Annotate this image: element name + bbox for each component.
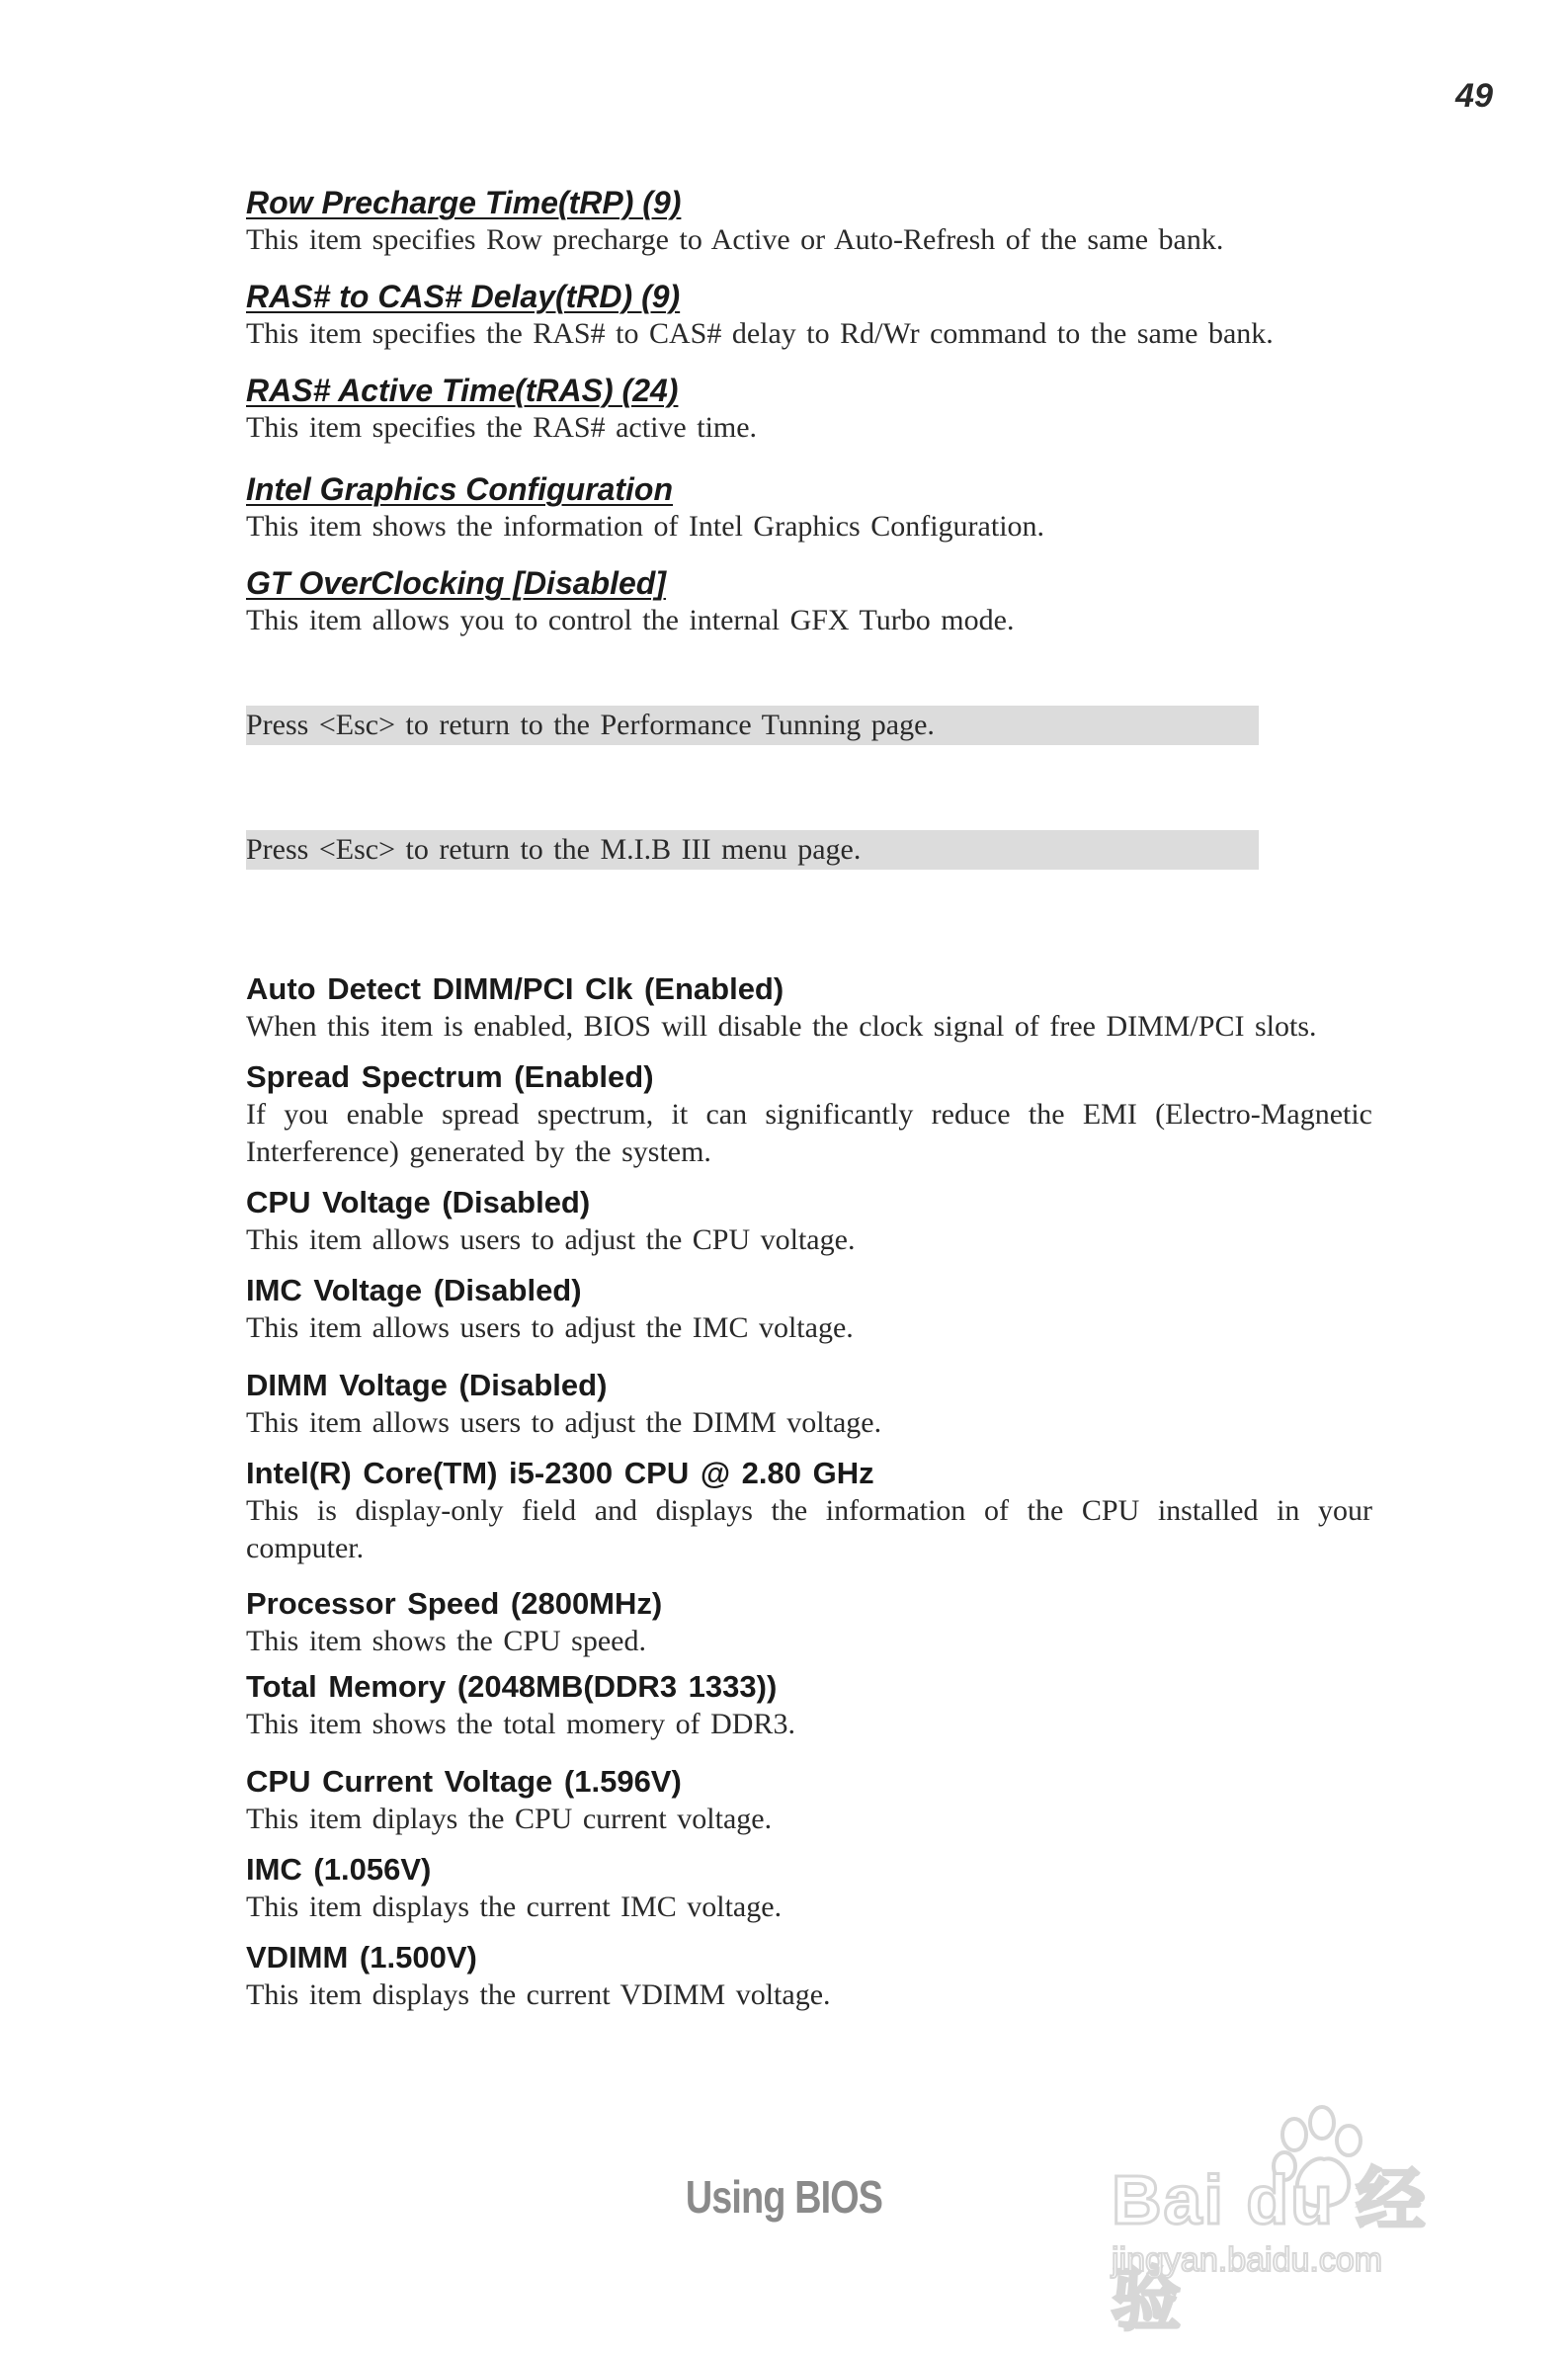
baidu-watermark bbox=[1097, 2105, 1492, 2338]
item-description: This item shows the total momery of DDR3. bbox=[246, 1708, 795, 1740]
section-gt-overclocking bbox=[246, 564, 1372, 639]
page-content bbox=[246, 184, 1372, 2027]
item-description: This item allows users to adjust the DIMM voltage. bbox=[246, 1406, 882, 1439]
item-title: CPU Voltage (Disabled) bbox=[246, 1185, 591, 1219]
item-title: Intel(R) Core(TM) i5-2300 CPU @ 2.80 GHz bbox=[246, 1456, 874, 1490]
item-description: If you enable spread spectrum, it can significantly reduce the EMI (Electro-Magnetic Interference) generated by the system. bbox=[246, 1098, 1372, 1168]
settings-list bbox=[246, 970, 1372, 2014]
section-description: This item specifies Row precharge to Active or Auto-Refresh of the same bank. bbox=[246, 223, 1224, 256]
item-title: VDIMM (1.500V) bbox=[246, 1940, 477, 1975]
watermark-brand: Bai du 经验 bbox=[1112, 2161, 1428, 2338]
esc-note-mib: Press <Esc> to return to the M.I.B III menu page. bbox=[246, 830, 1259, 870]
item-title: IMC (1.056V) bbox=[246, 1852, 432, 1887]
list-item bbox=[246, 1058, 1372, 1171]
item-title: CPU Current Voltage (1.596V) bbox=[246, 1764, 682, 1799]
section-title: RAS# to CAS# Delay(tRD) (9) bbox=[246, 279, 681, 314]
list-item bbox=[246, 1585, 1372, 1660]
section-title: Intel Graphics Configuration bbox=[246, 471, 674, 507]
list-item bbox=[246, 1668, 1372, 1743]
item-description: This item displays the current IMC voltage. bbox=[246, 1891, 783, 1923]
list-item bbox=[246, 1184, 1372, 1259]
section-title: GT OverClocking [Disabled] bbox=[246, 565, 666, 601]
list-item bbox=[246, 1851, 1372, 1926]
item-title: Processor Speed (2800MHz) bbox=[246, 1586, 663, 1621]
item-title: Spread Spectrum (Enabled) bbox=[246, 1059, 654, 1094]
item-title: Total Memory (2048MB(DDR3 1333)) bbox=[246, 1669, 778, 1704]
footer-chapter-title: Using BIOS bbox=[685, 2171, 883, 2223]
list-item bbox=[246, 1763, 1372, 1838]
section-description: This item specifies the RAS# active time. bbox=[246, 411, 758, 444]
list-item bbox=[246, 1272, 1372, 1347]
list-item bbox=[246, 1455, 1372, 1567]
list-item bbox=[246, 1939, 1372, 2014]
section-description: This item shows the information of Intel Graphics Configuration. bbox=[246, 510, 1045, 543]
watermark-url: jingyan.baidu.com bbox=[1112, 2241, 1383, 2279]
section-description: This item specifies the RAS# to CAS# delay to Rd/Wr command to the same bank. bbox=[246, 317, 1274, 350]
section-ras-to-cas bbox=[246, 278, 1372, 353]
esc-note-performance: Press <Esc> to return to the Performance Tunning page. bbox=[246, 706, 1259, 745]
list-item bbox=[246, 1367, 1372, 1442]
list-item bbox=[246, 970, 1372, 1046]
section-title: RAS# Active Time(tRAS) (24) bbox=[246, 373, 679, 408]
section-row-precharge bbox=[246, 184, 1372, 259]
section-description: This item allows you to control the internal GFX Turbo mode. bbox=[246, 604, 1015, 636]
item-title: IMC Voltage (Disabled) bbox=[246, 1273, 582, 1307]
item-description: This item shows the CPU speed. bbox=[246, 1625, 646, 1657]
item-description: When this item is enabled, BIOS will disable the clock signal of free DIMM/PCI slots. bbox=[246, 1010, 1317, 1043]
item-description: This item displays the current VDIMM voltage. bbox=[246, 1978, 831, 2011]
item-description: This item allows users to adjust the IMC voltage. bbox=[246, 1311, 854, 1344]
item-description: This item allows users to adjust the CPU voltage. bbox=[246, 1223, 856, 1256]
section-title: Row Precharge Time(tRP) (9) bbox=[246, 185, 682, 220]
item-title: DIMM Voltage (Disabled) bbox=[246, 1368, 608, 1402]
page-number: 49 bbox=[1455, 77, 1493, 115]
section-intel-graphics bbox=[246, 470, 1372, 546]
item-description: This is display-only field and displays the information of the CPU installed in your computer. bbox=[246, 1494, 1372, 1564]
item-title: Auto Detect DIMM/PCI Clk (Enabled) bbox=[246, 971, 784, 1006]
section-ras-active bbox=[246, 372, 1372, 447]
item-description: This item diplays the CPU current voltage. bbox=[246, 1803, 773, 1835]
